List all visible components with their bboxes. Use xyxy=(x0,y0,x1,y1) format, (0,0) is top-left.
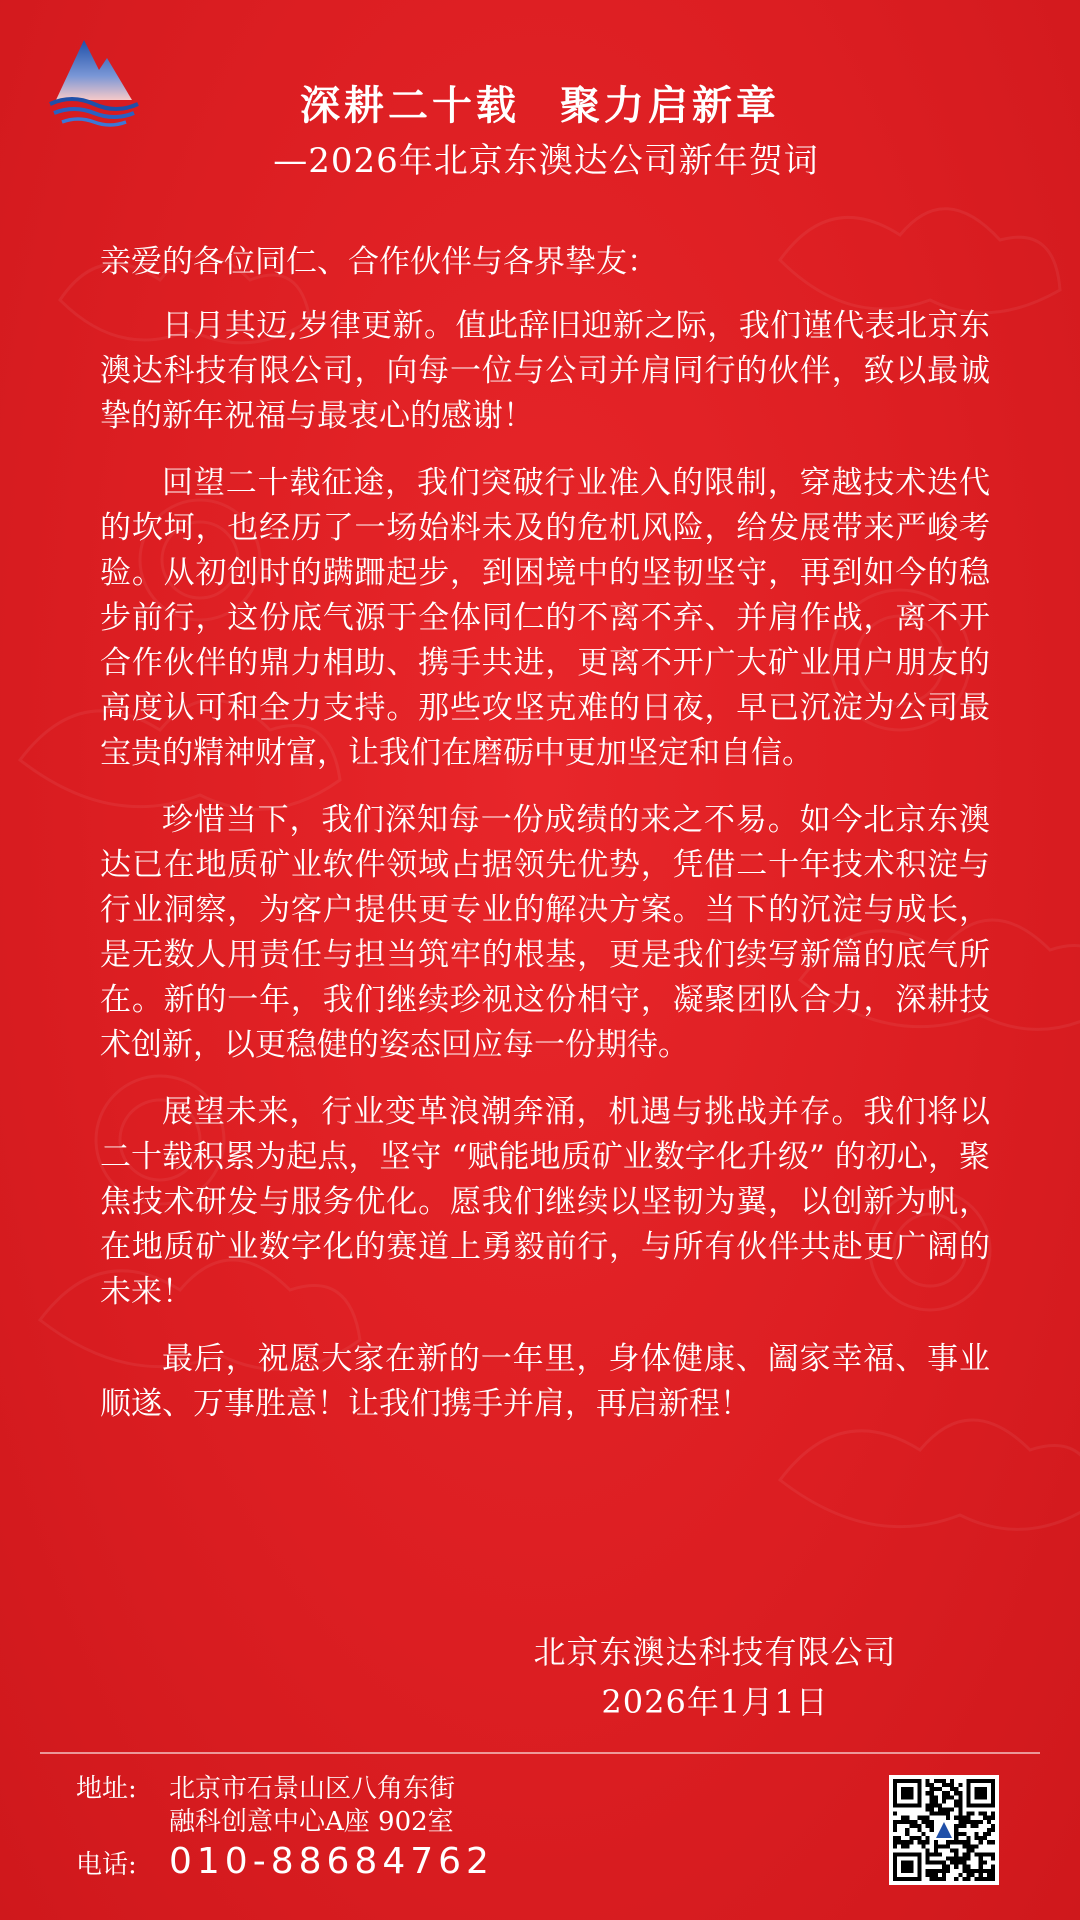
letter-body xyxy=(100,240,990,1449)
address-row-2 xyxy=(76,1806,494,1839)
signature-date: 2026年1月1日 xyxy=(601,1683,829,1721)
paragraph: 珍惜当下，我们深知每一份成绩的来之不易。如今北京东澳达已在地质矿业软件领域占据领先优势，凭借二十年技术积淀与行业洞察，为客户提供更专业的解决方案。当下的沉淀与成长，是无数人用责任与担当筑牢的根基，更是我们续写新篇的底气所在。新的一年，我们继续珍视这份相守，凝聚团队合力，深耕技术创新，以更稳健的姿态回应每一份期待。 xyxy=(100,802,990,1063)
signature-block xyxy=(520,1627,910,1727)
address-row xyxy=(76,1773,494,1806)
address-label: 地址: xyxy=(76,1774,137,1804)
page-title: 深耕二十载 聚力启新章 xyxy=(300,82,780,129)
paragraph: 展望未来，行业变革浪潮奔涌，机遇与挑战并存。我们将以二十载积累为起点，坚守 “赋能地质矿业数字化升级” 的初心，聚焦技术研发与服务优化。愿我们继续以坚韧为翼，以创新为帆，在地质矿业数字化的赛道上勇毅前行，与所有伙伴共赴更广阔的未来！ xyxy=(100,1094,990,1310)
address-line-2: 融科创意中心A座 902室 xyxy=(169,1807,454,1837)
footer-divider xyxy=(40,1752,1040,1754)
paragraph: 最后，祝愿大家在新的一年里，身体健康、阖家幸福、事业顺遂、万事胜意！让我们携手并肩，再启新程！ xyxy=(100,1341,990,1422)
phone-number[interactable]: 010-88684762 xyxy=(169,1841,494,1882)
address-line-1: 北京市石景山区八角东街 xyxy=(169,1774,456,1804)
phone-row xyxy=(76,1841,494,1882)
paragraph: 日月其迈,岁律更新。值此辞旧迎新之际，我们谨代表北京东澳达科技有限公司，向每一位与公司并肩同行的伙伴，致以最诚挚的新年祝福与最衷心的感谢！ xyxy=(100,308,990,434)
salutation: 亲爱的各位同仁、合作伙伴与各界挚友： xyxy=(100,244,658,280)
signature-company: 北京东澳达科技有限公司 xyxy=(533,1633,897,1671)
page-subtitle: —2026年北京东澳达公司新年贺词 xyxy=(273,141,819,181)
paragraph: 回望二十载征途，我们突破行业准入的限制，穿越技术迭代的坎坷，也经历了一场始料未及的危机风险，给发展带来严峻考验。从初创时的蹒跚起步，到困境中的坚韧坚守，再到如今的稳步前行，这份底气源于全体同仁的不离不弃、并肩作战，离不开合作伙伴的鼎力相助、携手共进，更离不开广大矿业用户朋友的高度认可和全力支持。那些攻坚克难的日夜，早已沉淀为公司最宝贵的精神财富，让我们在磨砺中更加坚定和自信。 xyxy=(100,465,990,771)
qr-code-icon[interactable] xyxy=(889,1775,999,1885)
contact-info xyxy=(76,1773,494,1882)
phone-label: 电话: xyxy=(76,1850,137,1880)
